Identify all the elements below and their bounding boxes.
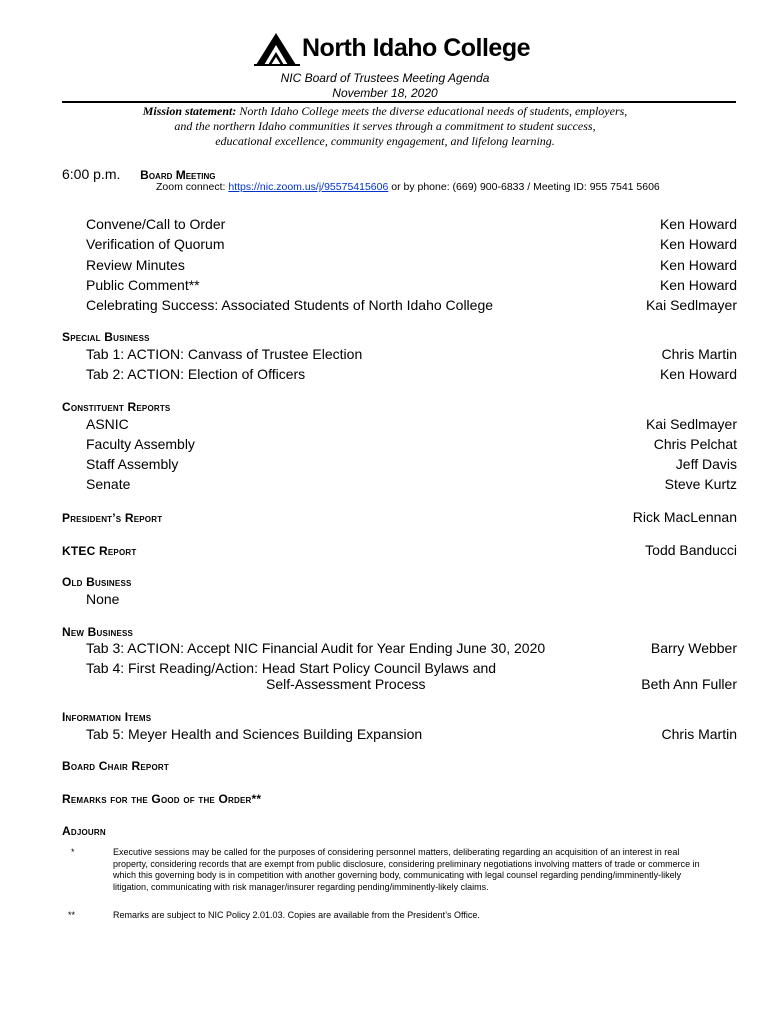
adjourn-header: Adjourn: [62, 824, 106, 838]
presenter: Chris Martin: [661, 346, 737, 362]
agenda-item: Tab 4: First Reading/Action: Head Start Policy Council Bylaws and: [86, 660, 497, 676]
agenda-item: Senate: [86, 476, 131, 492]
ktec-report-header: KTEC Report: [62, 544, 137, 558]
mission-label: Mission statement:: [142, 104, 237, 118]
presenter: Ken Howard: [659, 216, 737, 232]
zoom-suffix: or by phone: (669) 900-6833 / Meeting ID: 955 7541 5606: [388, 181, 660, 193]
agenda-item: Tab 5: Meyer Health and Sciences Building Expansion: [86, 726, 423, 742]
footnote-text: Remarks are subject to NIC Policy 2.01.03. Copies are available from the President’s Office.: [113, 910, 480, 920]
presenter: Chris Pelchat: [653, 436, 737, 452]
zoom-info: [156, 181, 660, 193]
agenda-item: Staff Assembly: [86, 456, 179, 472]
agenda-item-continued: Self-Assessment Process: [266, 676, 426, 692]
agenda-item: Convene/Call to Order: [86, 216, 226, 232]
agenda-item: Celebrating Success: Associated Students of North Idaho College: [86, 297, 494, 313]
meeting-time: 6:00 p.m.: [62, 166, 121, 182]
board-meeting-header: Board Meeting: [140, 168, 216, 182]
agenda-item: ASNIC: [86, 416, 129, 432]
mission-line-2: and the northern Idaho communities it serves through a commitment to student success,: [174, 119, 596, 133]
presidents-report-header: President’s Report: [62, 511, 163, 525]
presenter: Todd Banducci: [645, 542, 737, 558]
college-logo: [254, 30, 530, 68]
presenter: Beth Ann Fuller: [641, 676, 737, 692]
presenter: Rick MacLennan: [632, 509, 737, 525]
mountain-logo-icon: [254, 30, 300, 68]
board-chair-report-header: Board Chair Report: [62, 759, 169, 773]
footnote-text: Executive sessions may be called for the purposes of considering personnel matters, deliberating regarding an acquisition of an interest in real property, considering records that are exempt from public disclosure, considering preliminary negotiations involving matters of trade or commerce in which this governing body is in competition with another governing body, communicating with legal counsel regarding pending/imminently-likely litigation, communicating with risk manager/insurer regarding pending/imminently-likely claims.: [113, 847, 700, 892]
agenda-item: Faculty Assembly: [86, 436, 195, 452]
logo-text: North Idaho College: [302, 34, 530, 62]
special-business-header: Special Business: [62, 330, 150, 344]
zoom-link[interactable]: https://nic.zoom.us/j/95575415606: [228, 181, 389, 193]
presenter: Barry Webber: [650, 640, 737, 656]
agenda-item: Verification of Quorum: [86, 236, 225, 252]
agenda-item: None: [86, 591, 120, 607]
footnote-marker: *: [71, 847, 75, 857]
zoom-prefix: Zoom connect:: [156, 181, 229, 193]
presenter: Ken Howard: [659, 366, 737, 382]
agenda-item: Review Minutes: [86, 257, 185, 273]
presenter: Ken Howard: [659, 236, 737, 252]
mission-text-1: North Idaho College meets the diverse educational needs of students, employers,: [239, 104, 628, 118]
header-divider: [62, 101, 736, 103]
presenter: Jeff Davis: [675, 456, 737, 472]
footnote-marker: **: [68, 910, 76, 920]
presenter: Kai Sedlmayer: [645, 297, 737, 313]
presenter: Kai Sedlmayer: [645, 416, 737, 432]
mission-line-3: educational excellence, community engagement, and lifelong learning.: [215, 134, 555, 148]
presenter: Chris Martin: [661, 726, 737, 742]
agenda-item: Tab 3: ACTION: Accept NIC Financial Audit for Year Ending June 30, 2020: [86, 640, 546, 656]
presenter: Steve Kurtz: [664, 476, 737, 492]
meeting-time-row: [62, 166, 216, 182]
mission-line-1: [0, 104, 770, 119]
presenter: Ken Howard: [659, 277, 737, 293]
agenda-item: Tab 2: ACTION: Election of Officers: [86, 366, 306, 382]
information-items-header: Information Items: [62, 710, 152, 724]
remarks-header: Remarks for the Good of the Order**: [62, 792, 262, 806]
agenda-item: Tab 1: ACTION: Canvass of Trustee Election: [86, 346, 363, 362]
mission-statement: [0, 104, 770, 149]
presenter: Ken Howard: [659, 257, 737, 273]
constituent-reports-header: Constituent Reports: [62, 400, 171, 414]
agenda-subtitle: NIC Board of Trustees Meeting Agenda: [280, 71, 490, 85]
meeting-date: November 18, 2020: [332, 86, 438, 100]
new-business-header: New Business: [62, 625, 134, 639]
agenda-item: Public Comment**: [86, 277, 200, 293]
old-business-header: Old Business: [62, 575, 132, 589]
